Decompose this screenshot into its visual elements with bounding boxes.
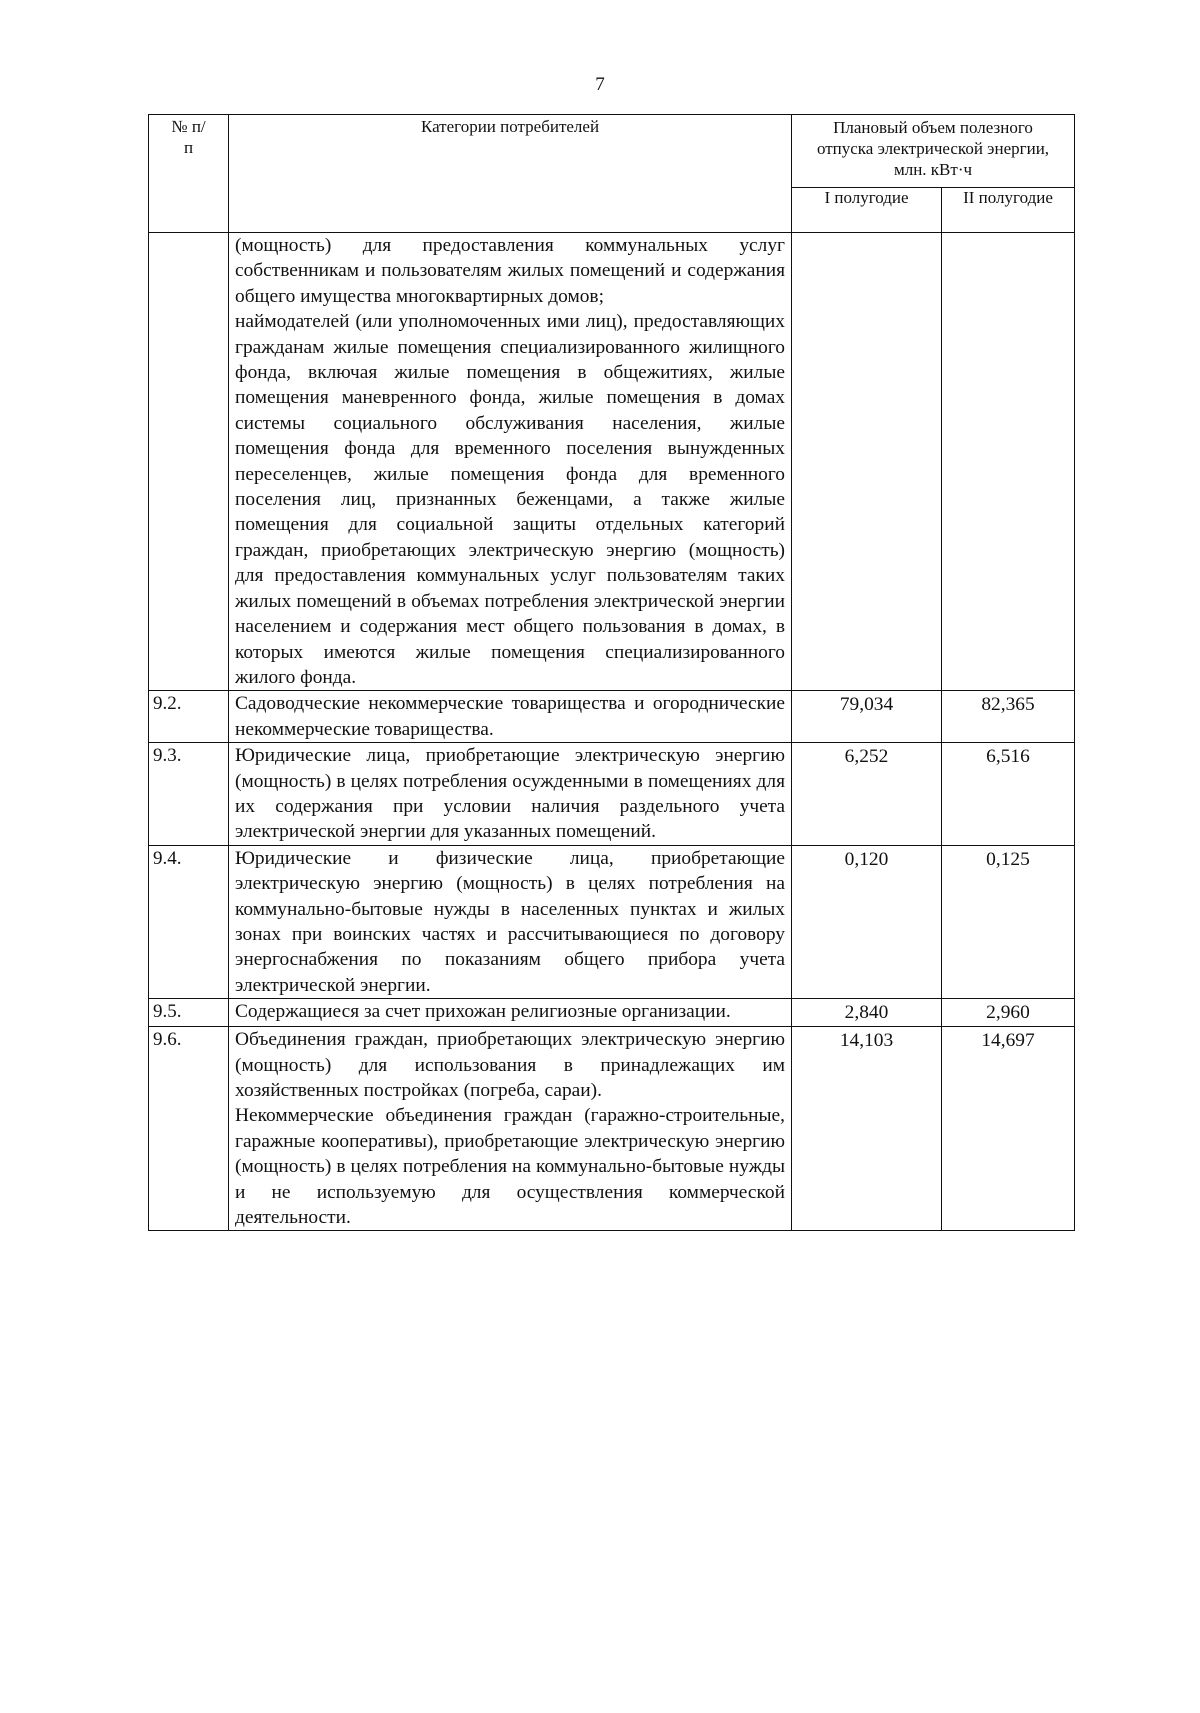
header-half1: I полугодие bbox=[792, 188, 942, 233]
cell-num: 9.5. bbox=[149, 999, 229, 1027]
table-row bbox=[149, 691, 1075, 743]
table-row bbox=[149, 845, 1075, 998]
header-num bbox=[149, 115, 229, 233]
header-volume-label: Плановый объем полезного отпуска электрической энергии, млн. кВт·ч bbox=[816, 118, 1050, 179]
cell-half1 bbox=[792, 233, 942, 691]
category-paragraph: Юридические и физические лица, приобретающие электрическую энергию (мощность) в целях потребления на коммунально-бытовые нужды в населенных пунктах и жилых зонах при воинских частях и рассчитывающиеся по договору энергоснабжения по показаниям общего прибора учета электрической энергии. bbox=[235, 847, 785, 996]
cell-half2: 0,125 bbox=[942, 845, 1075, 998]
table-row-continuation bbox=[149, 233, 1075, 691]
cell-half2: 14,697 bbox=[942, 1027, 1075, 1231]
header-category-label: Категории потребителей bbox=[420, 117, 600, 136]
cell-category bbox=[229, 233, 792, 691]
category-paragraph: Садоводческие некоммерческие товарищества и огороднические некоммерческие товарищества. bbox=[235, 693, 785, 740]
cell-half1: 14,103 bbox=[792, 1027, 942, 1231]
cell-half2: 2,960 bbox=[942, 999, 1075, 1027]
category-paragraph: Содержащиеся за счет прихожан религиозные организации. bbox=[235, 1001, 731, 1023]
cell-category bbox=[229, 845, 792, 998]
page-number: 7 bbox=[595, 74, 605, 95]
cell-half1: 79,034 bbox=[792, 691, 942, 743]
category-paragraph: Юридические лица, приобретающие электрическую энергию (мощность) в целях потребления осужденными в помещениях для их содержания при условии наличия раздельного учета электрической энергии для указанных помещений. bbox=[235, 745, 785, 843]
category-paragraph: Объединения граждан, приобретающих электрическую энергию (мощность) для использования в принадлежащих им хозяйственных постройках (погреба, сараи). bbox=[235, 1029, 785, 1101]
header-category bbox=[229, 115, 792, 233]
cell-category bbox=[229, 691, 792, 743]
header-volume bbox=[792, 115, 1075, 188]
cell-num bbox=[149, 233, 229, 691]
table-row bbox=[149, 743, 1075, 846]
cell-half1: 6,252 bbox=[792, 743, 942, 846]
header-half2: II полугодие bbox=[942, 188, 1075, 233]
cell-half2 bbox=[942, 233, 1075, 691]
category-paragraph: наймодателей (или уполномоченных ими лиц), предоставляющих гражданам жилые помещения специализированного жилищного фонда, включая жилые помещения в общежитиях, жилые помещения маневренного фонда, жилые помещения в домах системы социального обслуживания населения, жилые помещения фонда для временного поселения вынужденных переселенцев, жилые помещения фонда для временного поселения лиц, признанных беженцами, а также жилые помещения для социальной защиты отдельных категорий граждан, приобретающих электрическую энергию (мощность) для предоставления коммунальных услуг пользователям таких жилых помещений в объемах потребления электрической энергии населением и содержания мест общего пользования в домах, в которых имеются жилые помещения специализированного жилого фонда. bbox=[235, 311, 785, 688]
table-row bbox=[149, 1027, 1075, 1231]
cell-category bbox=[229, 999, 792, 1027]
cell-num: 9.6. bbox=[149, 1027, 229, 1231]
cell-num: 9.3. bbox=[149, 743, 229, 846]
cell-half1: 0,120 bbox=[792, 845, 942, 998]
cell-half2: 6,516 bbox=[942, 743, 1075, 846]
table-row bbox=[149, 999, 1075, 1027]
cell-half2: 82,365 bbox=[942, 691, 1075, 743]
header-num-label: № п/п bbox=[171, 117, 206, 157]
cell-num: 9.2. bbox=[149, 691, 229, 743]
cell-num: 9.4. bbox=[149, 845, 229, 998]
cell-category bbox=[229, 1027, 792, 1231]
category-paragraph: (мощность) для предоставления коммунальных услуг собственникам и пользователям жилых помещений и содержания общего имущества многоквартирных домов; bbox=[235, 235, 785, 307]
table-header-row bbox=[149, 115, 1075, 188]
cell-half1: 2,840 bbox=[792, 999, 942, 1027]
cell-category bbox=[229, 743, 792, 846]
consumption-table bbox=[148, 114, 1075, 1231]
category-paragraph: Некоммерческие объединения граждан (гаражно-строительные, гаражные кооперативы), приобретающие электрическую энергию (мощность) в целях потребления на коммунально-бытовые нужды и не используемую для осуществления коммерческой деятельности. bbox=[235, 1105, 785, 1229]
